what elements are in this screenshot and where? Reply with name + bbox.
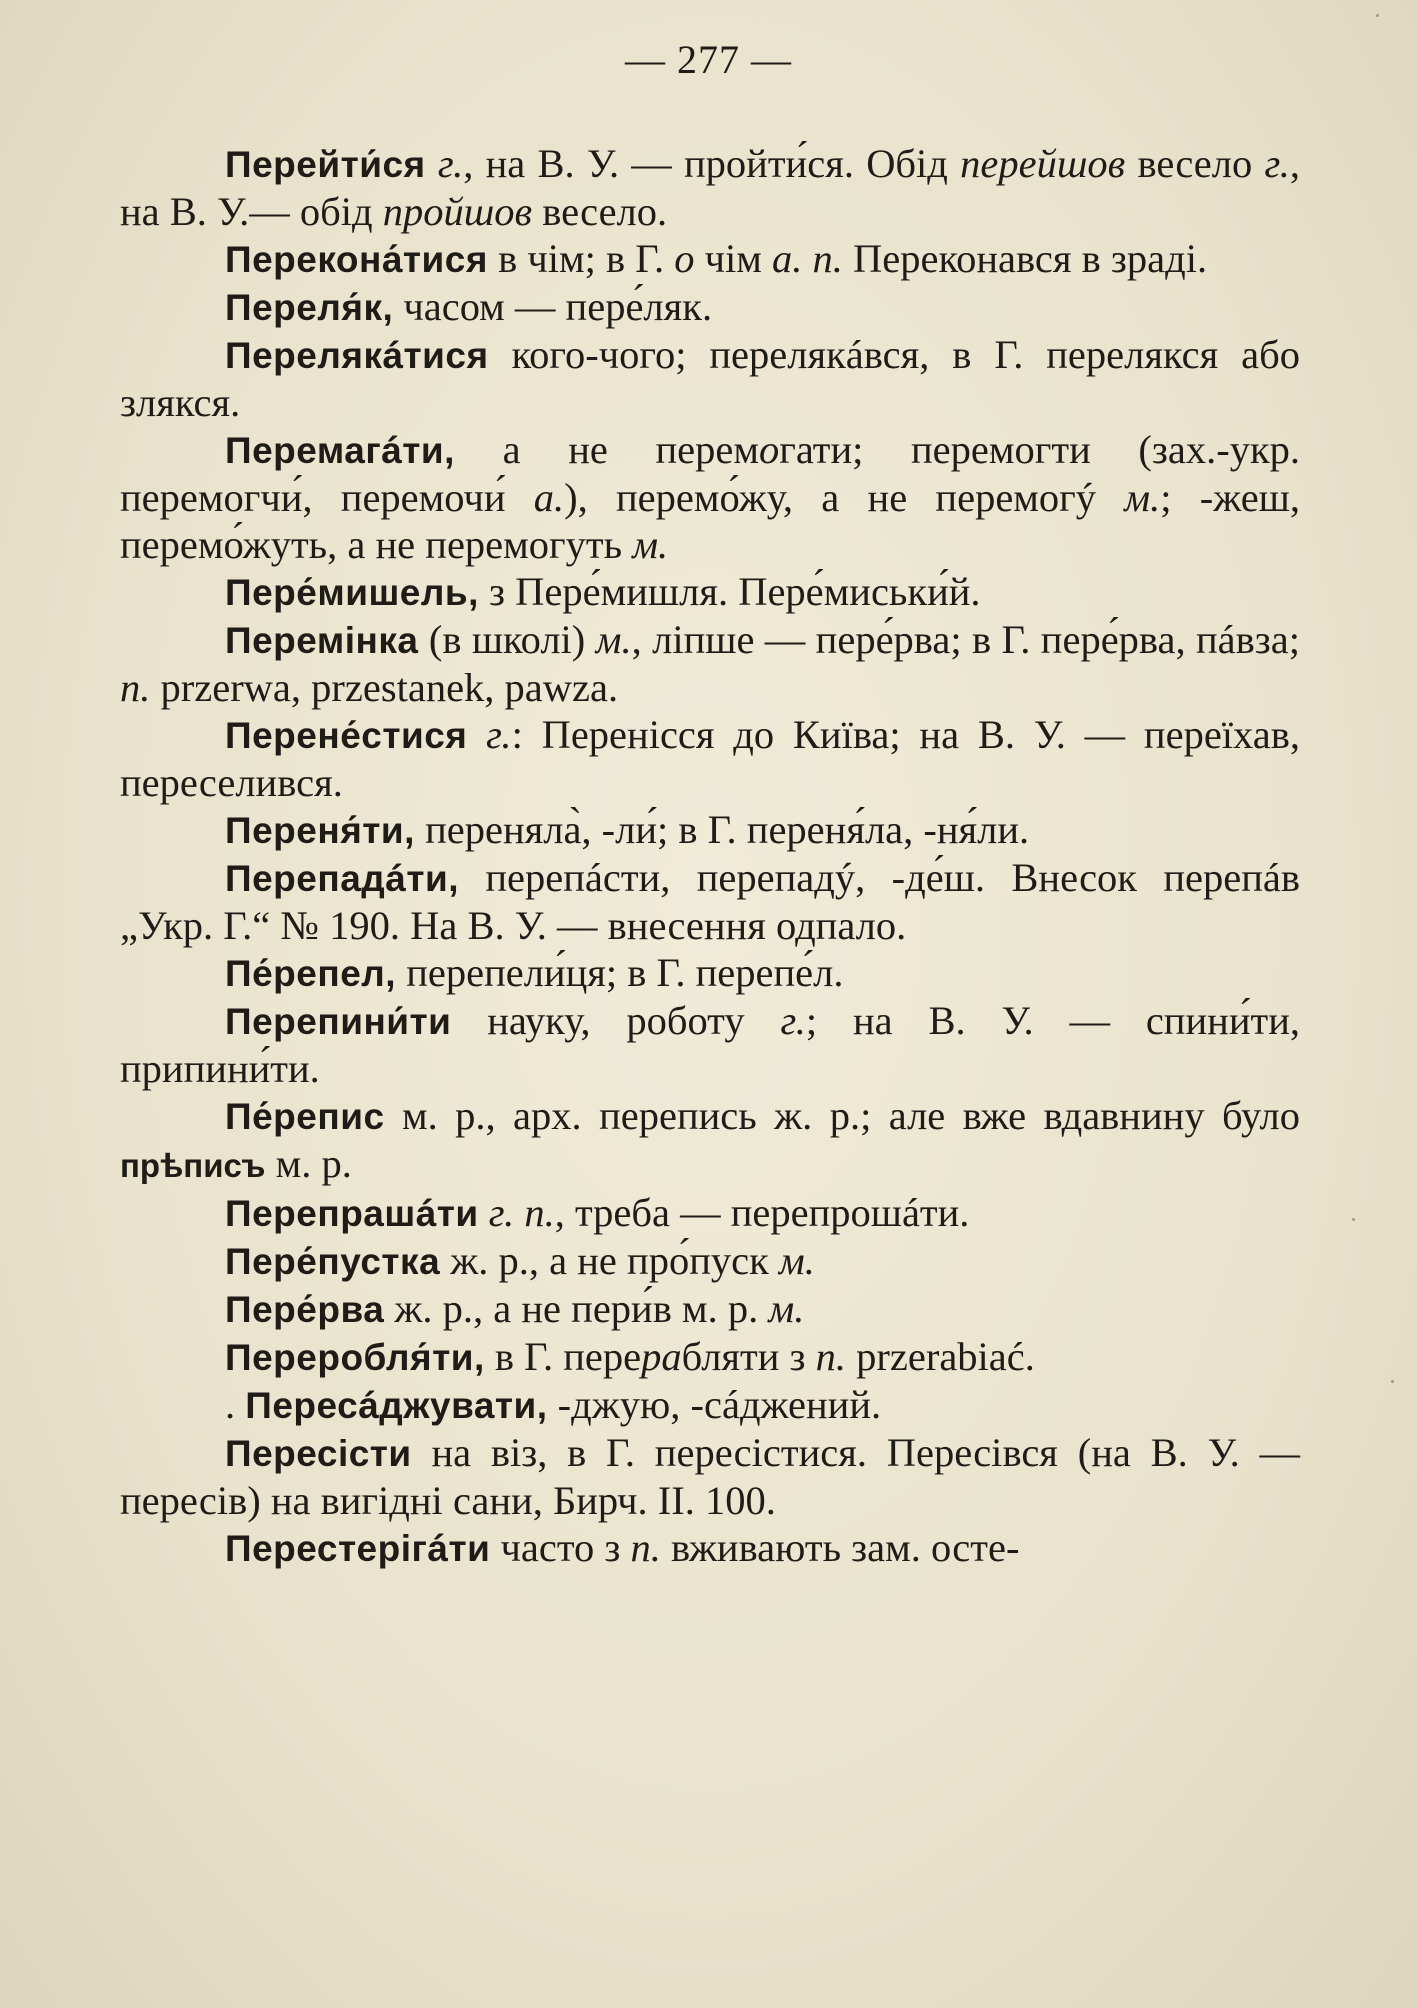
- entry-abbreviation: г.: [437, 141, 464, 186]
- entry-headword: Пере́мишель,: [225, 572, 479, 613]
- entry-text: бляти з: [681, 1334, 816, 1379]
- entry-abbreviation: ра: [641, 1334, 682, 1379]
- entry-text: : Перенісся до Київа; на В. У. — переїхав, переселився.: [120, 712, 1301, 805]
- entry-headword: Переля́к,: [225, 287, 394, 328]
- entry-abbreviation: п.: [630, 1525, 661, 1570]
- entry-abbreviation: м.: [632, 522, 669, 567]
- entry-text: перепели́ця; в Г. перепе́л.: [396, 950, 844, 995]
- entry-text: , ліпше — пере́рва; в Г. пере́рва, пáвза;: [631, 617, 1300, 662]
- entry-text: м. р., арх. перепись ж. р.; але вже вдавнину було: [384, 1093, 1300, 1138]
- entry-text: Переконався в зраді.: [842, 236, 1208, 281]
- entry-text: часто з: [490, 1525, 631, 1570]
- entry-abbreviation: п.: [815, 1334, 847, 1379]
- entry-abbreviation: г.: [1264, 141, 1290, 186]
- dictionary-entry: [120, 283, 1300, 331]
- entry-headword: Пере́пустка: [225, 1241, 441, 1282]
- entry-text: часом — пере́ляк.: [393, 284, 713, 329]
- entry-text: [479, 1190, 489, 1235]
- entry-headword: Перейти́ся: [225, 144, 426, 185]
- entry-headword: Пе́репис: [225, 1096, 385, 1137]
- entry-text: , треба — перепрошáти.: [554, 1190, 970, 1235]
- dictionary-entry: [120, 235, 1300, 283]
- entry-headword: Перепини́ти: [225, 1001, 452, 1042]
- dictionary-entry: [120, 711, 1300, 806]
- entry-abbreviation: м.: [768, 1286, 805, 1331]
- entry-headword: Переробля́ти,: [225, 1337, 485, 1378]
- entry-headword: Перемагáти,: [225, 430, 455, 471]
- dictionary-entry: [120, 997, 1300, 1092]
- dictionary-entry: [120, 1381, 1300, 1429]
- entry-text: науку, роботу: [451, 998, 781, 1043]
- entry-abbreviation: г.: [780, 998, 806, 1043]
- dictionary-entry: [120, 140, 1300, 235]
- entry-text: ж. р., а не про́пуск: [440, 1238, 779, 1283]
- entry-text: з Пере́мишля. Пере́миськи́й.: [478, 569, 981, 614]
- entry-headword: Переня́ти,: [225, 810, 415, 851]
- paper-speck: [1352, 1218, 1355, 1221]
- entry-abbreviation: пройшов: [382, 189, 533, 234]
- entry-text: весело.: [532, 189, 668, 234]
- dictionary-entry: [120, 568, 1300, 616]
- entry-abbreviation: о: [758, 427, 780, 472]
- entry-abbreviation: а. п.: [772, 236, 843, 281]
- entry-abbreviation: г.: [486, 712, 512, 757]
- entry-text: przerabiać.: [846, 1334, 1035, 1379]
- entry-headword: Пересáджувати,: [245, 1385, 548, 1426]
- entry-text: вживають зам. осте-: [660, 1525, 1020, 1570]
- entry-text: в Г. пере: [484, 1334, 642, 1379]
- entry-abbreviation: г. п.: [488, 1190, 555, 1235]
- dictionary-entry: [120, 854, 1300, 949]
- dictionary-entry: [120, 949, 1300, 997]
- dictionary-entry: [120, 1333, 1300, 1381]
- entry-headword: Перемінка: [225, 620, 419, 661]
- entry-text: ; -жеш, перемо́жуть, а не перемогуть: [120, 475, 1300, 567]
- entry-abbreviation: п.: [120, 665, 151, 710]
- paper-speck: [1376, 14, 1379, 17]
- dictionary-entry: [120, 1285, 1300, 1333]
- entry-headword: Пересісти: [225, 1433, 412, 1474]
- entry-abbreviation: м.: [778, 1238, 815, 1283]
- entry-old-spelling: прѣписъ: [120, 1147, 266, 1184]
- entry-text: кого-чого; перелякáвся, в Г. перелякся або злякся.: [120, 332, 1300, 425]
- entry-text: гати; перемогти (зах.-укр. перемогчи́, перемочи́: [120, 427, 1300, 520]
- entry-headword: Пере́рва: [225, 1289, 385, 1330]
- entry-headword: Перене́стися: [225, 715, 468, 756]
- entry-headword: Перепадáти,: [225, 858, 459, 899]
- entry-prefix: .: [225, 1382, 246, 1427]
- entry-abbreviation: м.: [595, 617, 632, 662]
- entry-text: ), перемо́жу, а не перемогý: [564, 475, 1125, 520]
- entry-text: весело: [1125, 141, 1265, 186]
- entry-abbreviation: перейшов: [960, 141, 1126, 186]
- entry-text: (в школі): [418, 617, 596, 662]
- entry-text: [467, 712, 486, 757]
- dictionary-entry: [120, 426, 1300, 568]
- entry-text: переняла̀, -ли́; в Г. переня́ла, -ня́ли.: [414, 807, 1030, 852]
- entry-text: а не перем: [454, 427, 759, 472]
- entry-headword: Перестерігáти: [225, 1528, 491, 1569]
- entry-abbreviation: о: [674, 236, 695, 281]
- entry-abbreviation: а.: [533, 475, 565, 520]
- entry-headword: Перелякáтися: [225, 335, 489, 376]
- dictionary-entry: [120, 806, 1300, 854]
- page-number: — 277 —: [625, 37, 792, 82]
- dictionary-text: [120, 140, 1300, 1572]
- entry-text: -джую, -сáджений.: [547, 1382, 882, 1427]
- entry-headword: Перепрашáти: [225, 1193, 479, 1234]
- dictionary-entry: [120, 616, 1300, 711]
- entry-headword: Перекона́тися: [225, 239, 488, 280]
- entry-abbreviation: м.: [1124, 475, 1161, 520]
- dictionary-entry: [120, 1237, 1300, 1285]
- dictionary-entry: [120, 1524, 1300, 1572]
- dictionary-entry: [120, 331, 1300, 426]
- entry-text: ж. р., а не пери́в м. р.: [384, 1286, 769, 1331]
- dictionary-entry: [120, 1429, 1300, 1524]
- entry-text: в чім; в Г.: [487, 236, 675, 281]
- entry-text: ; на В. У. — спини́ти, припини́ти.: [120, 998, 1300, 1091]
- entry-text: на віз, в Г. пересістися. Пересівся (на В. У. — пересів) на вигідні сани, Бирч. II. 100.: [120, 1430, 1300, 1523]
- entry-text: [426, 141, 438, 186]
- entry-text: , на В. У. — пройти́ся. Обід: [463, 141, 961, 186]
- entry-headword: Пе́репел,: [225, 953, 397, 994]
- paper-speck: [1391, 1380, 1394, 1383]
- entry-text: przerwa, przestanek, pawza.: [150, 665, 619, 710]
- dictionary-entry: [120, 1189, 1300, 1237]
- entry-text: м. р.: [265, 1141, 352, 1186]
- entry-text: чім: [694, 236, 773, 281]
- dictionary-entry: [120, 1092, 1300, 1189]
- entry-text: , на В. У.— обід: [120, 141, 1300, 234]
- entry-text: перепáсти, перепадý, -де́ш. Внесок перепáв „Укр. Г.“ № 190. На В. У. — внесення одпало.: [120, 855, 1300, 948]
